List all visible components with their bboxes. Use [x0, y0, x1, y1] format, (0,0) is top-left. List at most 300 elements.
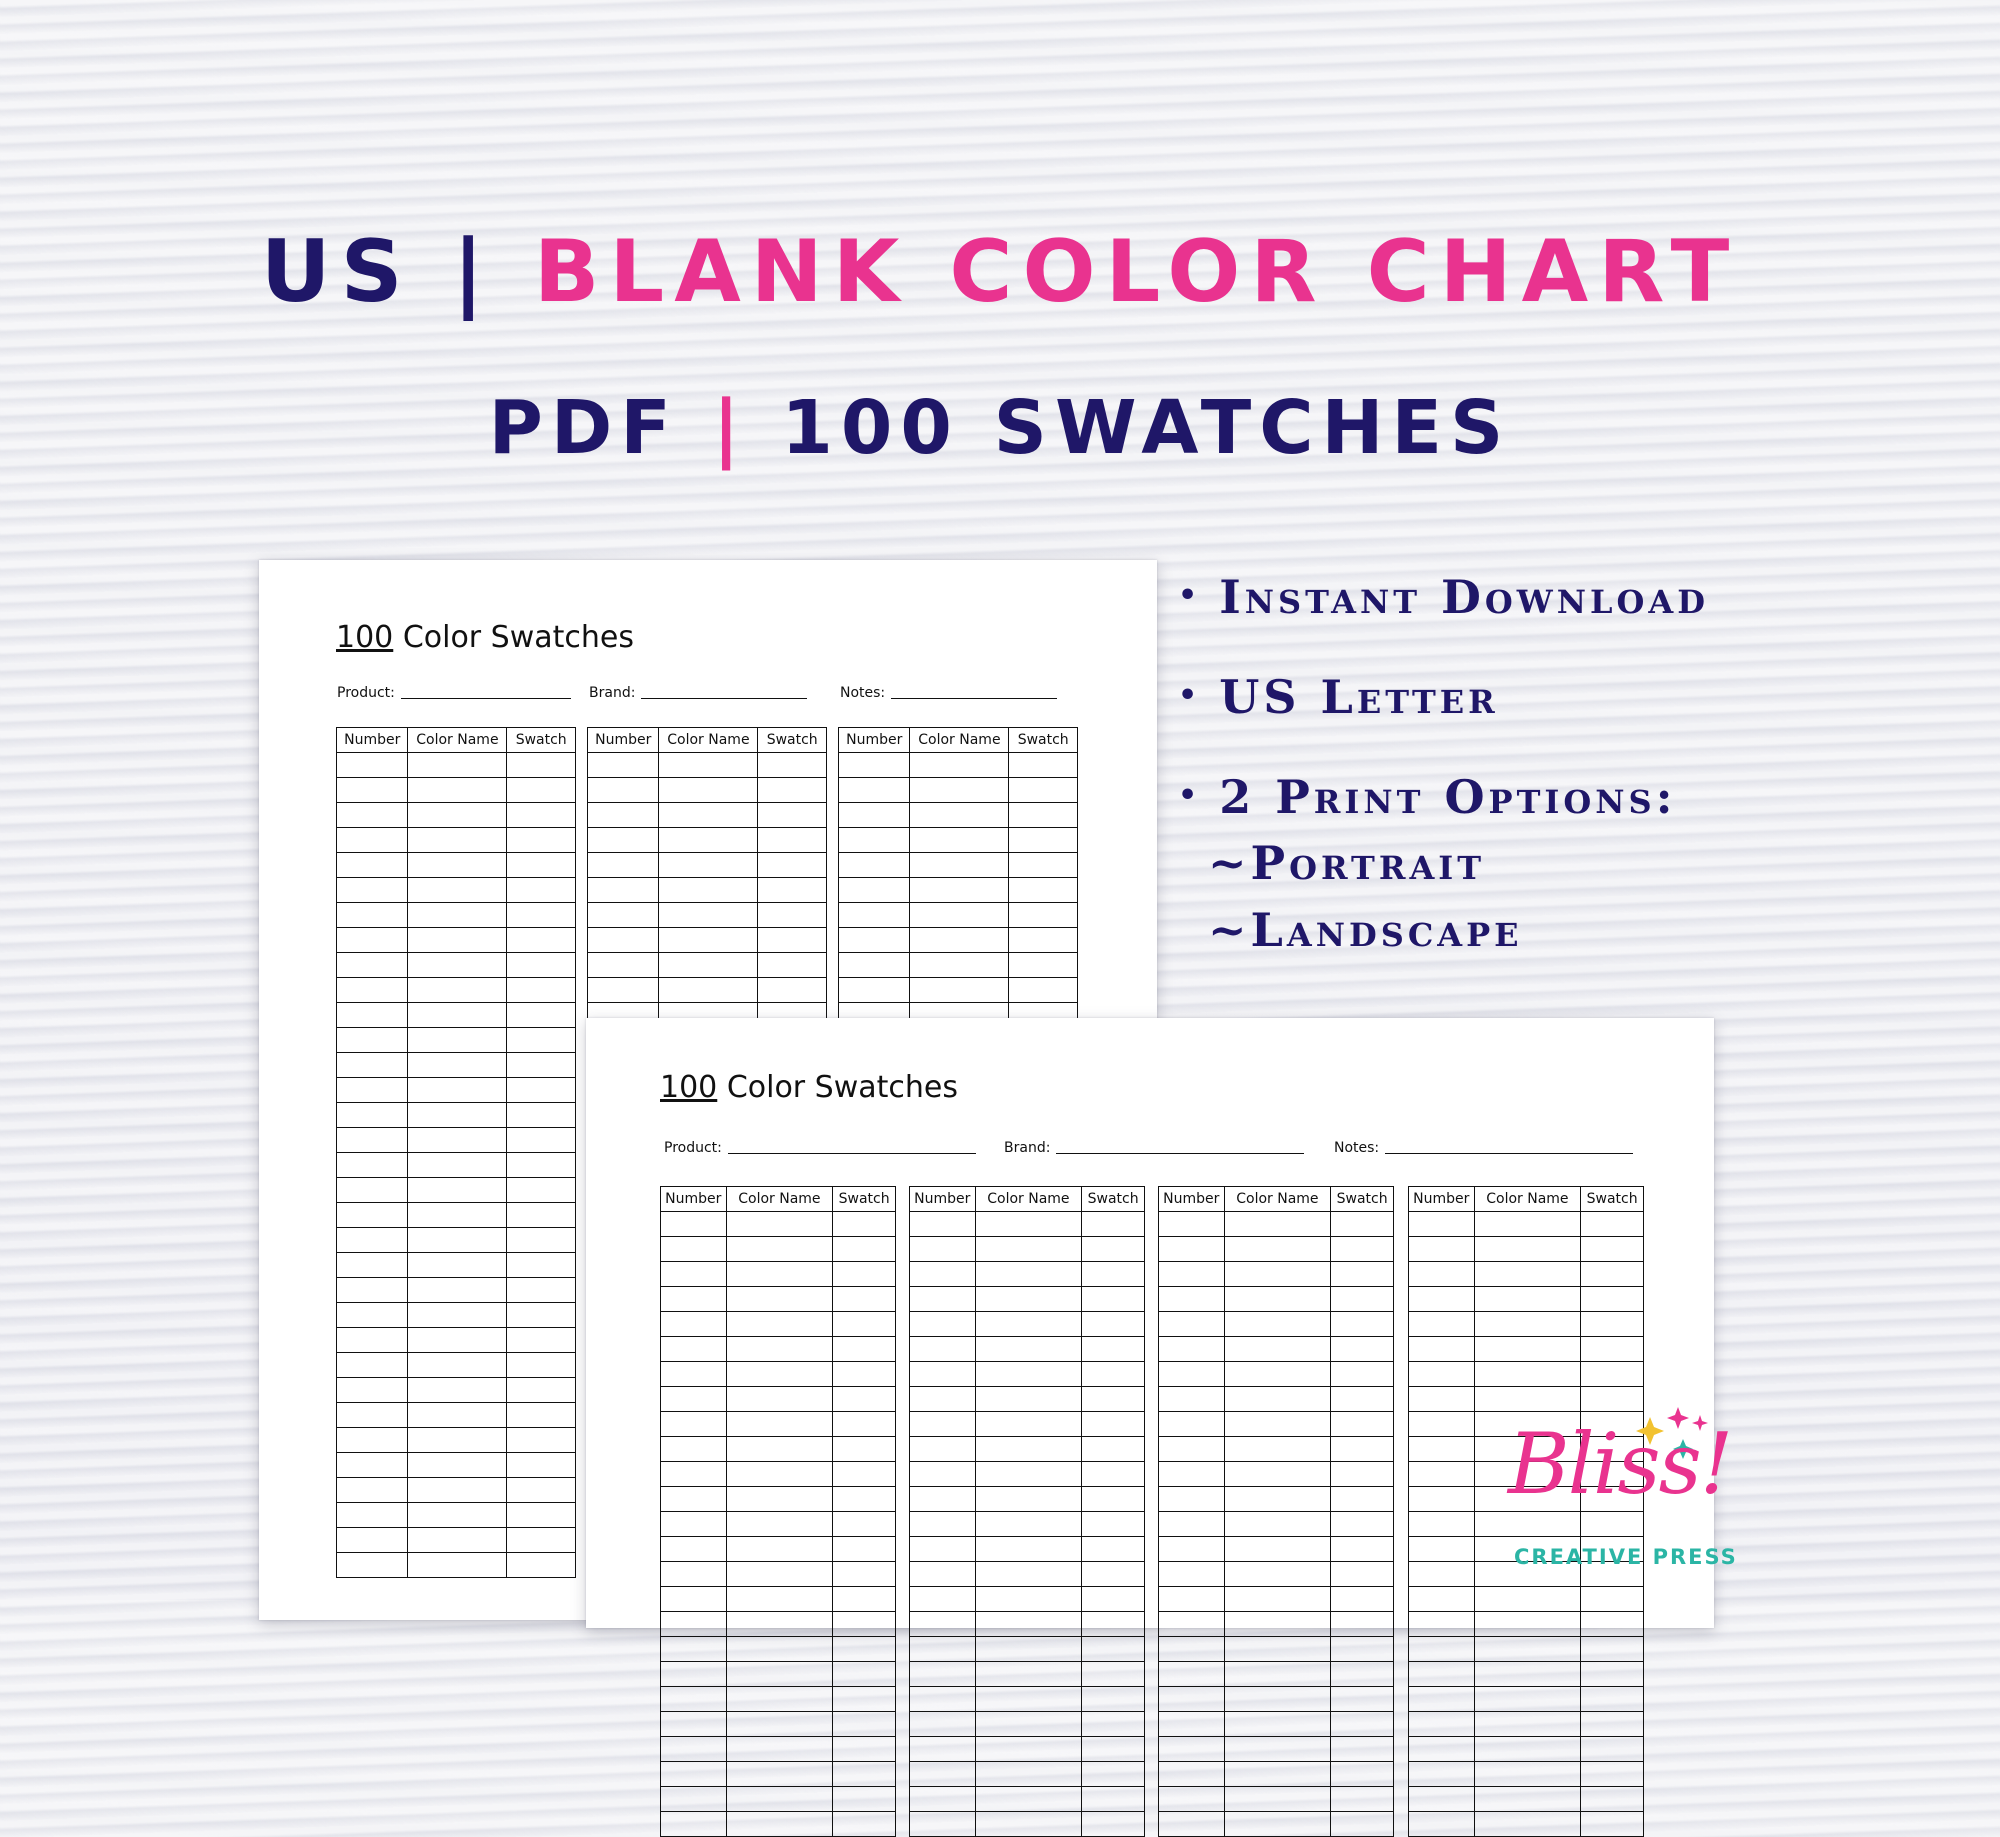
- sheet-title: 100 Color Swatches: [660, 1070, 958, 1105]
- table-cell: [1409, 1737, 1475, 1762]
- table-cell: [661, 1687, 727, 1712]
- table-cell: [661, 1737, 727, 1762]
- table-cell: [726, 1637, 833, 1662]
- table-cell: [975, 1337, 1082, 1362]
- table-row: [1159, 1387, 1394, 1412]
- table-row: [588, 878, 827, 903]
- headline-line-1: [0, 222, 2000, 322]
- table-cell: [1331, 1562, 1394, 1587]
- table-cell: [661, 1762, 727, 1787]
- table-cell: [661, 1412, 727, 1437]
- table-cell: [1159, 1212, 1225, 1237]
- table-cell: [408, 1003, 507, 1028]
- notes-field[interactable]: Notes:: [1334, 1140, 1633, 1156]
- table-cell: [1159, 1637, 1225, 1662]
- table-row: [910, 1662, 1145, 1687]
- table-cell: [1159, 1562, 1225, 1587]
- table-cell: [1581, 1762, 1644, 1787]
- table-cell: [1082, 1337, 1145, 1362]
- table-cell: [1581, 1637, 1644, 1662]
- table-cell: [588, 928, 659, 953]
- table-cell: [726, 1512, 833, 1537]
- table-row: [661, 1612, 896, 1637]
- table-row: [1159, 1612, 1394, 1637]
- table-cell: [1474, 1612, 1581, 1637]
- table-cell: [507, 1453, 576, 1478]
- table-cell: [910, 1237, 976, 1262]
- table-row: [1409, 1312, 1644, 1337]
- table-cell: [1581, 1587, 1644, 1612]
- table-cell: [337, 1153, 408, 1178]
- table-cell: [337, 1478, 408, 1503]
- table-cell: [661, 1512, 727, 1537]
- table-cell: [408, 1503, 507, 1528]
- table-cell: [910, 1387, 976, 1412]
- table-cell: [507, 903, 576, 928]
- table-cell: [507, 1003, 576, 1028]
- table-row: [337, 1103, 576, 1128]
- table-cell: [408, 1528, 507, 1553]
- table-cell: [1331, 1687, 1394, 1712]
- table-cell: [1082, 1562, 1145, 1587]
- table-row: [1409, 1237, 1644, 1262]
- table-row: [337, 1478, 576, 1503]
- table-row: [1409, 1712, 1644, 1737]
- table-cell: [1224, 1437, 1331, 1462]
- table-cell: [839, 803, 910, 828]
- table-row: [1159, 1337, 1394, 1362]
- table-cell: [833, 1687, 896, 1712]
- table-cell: [1224, 1237, 1331, 1262]
- sheet-title: 100 Color Swatches: [336, 620, 634, 655]
- table-row: [337, 1428, 576, 1453]
- table-cell: [661, 1437, 727, 1462]
- table-cell: [726, 1387, 833, 1412]
- table-cell: [833, 1637, 896, 1662]
- table-cell: [1082, 1587, 1145, 1612]
- table-cell: [758, 953, 827, 978]
- table-cell: [726, 1437, 833, 1462]
- table-cell: [1224, 1287, 1331, 1312]
- table-cell: [507, 1228, 576, 1253]
- table-cell: [1082, 1712, 1145, 1737]
- table-row: [910, 1637, 1145, 1662]
- table-cell: [661, 1712, 727, 1737]
- table-cell: [507, 1428, 576, 1453]
- table-row: [661, 1362, 896, 1387]
- table-cell: [910, 853, 1009, 878]
- table-row: [910, 1312, 1145, 1337]
- table-cell: [507, 803, 576, 828]
- logo-tagline: CREATIVE PRESS: [1514, 1545, 1738, 1569]
- table-cell: [1331, 1312, 1394, 1337]
- table-row: [337, 1078, 576, 1103]
- table-row: [661, 1662, 896, 1687]
- table-cell: [833, 1337, 896, 1362]
- table-cell: [1082, 1612, 1145, 1637]
- table-cell: [1409, 1612, 1475, 1637]
- table-cell: [1009, 853, 1078, 878]
- table-cell: [758, 753, 827, 778]
- table-cell: [910, 1712, 976, 1737]
- table-row: [337, 1253, 576, 1278]
- table-cell: [1159, 1712, 1225, 1737]
- table-cell: [910, 878, 1009, 903]
- table-cell: [726, 1562, 833, 1587]
- table-cell: [910, 1337, 976, 1362]
- table-cell: [726, 1337, 833, 1362]
- feature-item: • Instant Download: [1178, 570, 1709, 624]
- table-row: [337, 828, 576, 853]
- table-cell: [910, 1737, 976, 1762]
- table-cell: [758, 828, 827, 853]
- table-cell: [975, 1387, 1082, 1412]
- table-cell: [910, 1687, 976, 1712]
- table-cell: [588, 753, 659, 778]
- table-cell: [833, 1612, 896, 1637]
- table-row: [910, 1712, 1145, 1737]
- table-cell: [1224, 1262, 1331, 1287]
- table-row: [337, 753, 576, 778]
- table-cell: [833, 1287, 896, 1312]
- table-cell: [661, 1612, 727, 1637]
- table-cell: [588, 853, 659, 878]
- table-row: [661, 1687, 896, 1712]
- table-cell: [408, 1103, 507, 1128]
- table-cell: [1409, 1762, 1475, 1787]
- table-cell: [661, 1262, 727, 1287]
- table-cell: [833, 1437, 896, 1462]
- table-cell: [507, 1053, 576, 1078]
- table-cell: [1409, 1712, 1475, 1737]
- table-cell: [408, 878, 507, 903]
- table-row: [839, 978, 1078, 1003]
- table-cell: [1082, 1487, 1145, 1512]
- table-row: [661, 1287, 896, 1312]
- table-row: [337, 1503, 576, 1528]
- table-cell: [1331, 1787, 1394, 1812]
- table-row: [1159, 1237, 1394, 1262]
- table-cell: [1082, 1287, 1145, 1312]
- table-cell: [910, 978, 1009, 1003]
- table-cell: [1581, 1237, 1644, 1262]
- table-row: [1409, 1262, 1644, 1287]
- table-row: [910, 1212, 1145, 1237]
- table-cell: [1331, 1637, 1394, 1662]
- table-cell: [726, 1787, 833, 1812]
- table-cell: [1409, 1512, 1475, 1537]
- table-cell: [1409, 1587, 1475, 1612]
- table-row: [1409, 1787, 1644, 1812]
- table-cell: [1082, 1312, 1145, 1337]
- table-row: [337, 1203, 576, 1228]
- table-cell: [1224, 1737, 1331, 1762]
- table-cell: [1581, 1787, 1644, 1812]
- table-cell: [1224, 1487, 1331, 1512]
- table-cell: [1224, 1812, 1331, 1837]
- table-cell: [975, 1287, 1082, 1312]
- table-cell: [1082, 1537, 1145, 1562]
- table-cell: [1082, 1437, 1145, 1462]
- table-cell: [337, 1428, 408, 1453]
- table-cell: [1409, 1312, 1475, 1337]
- table-row: [1159, 1712, 1394, 1737]
- table-cell: [1009, 903, 1078, 928]
- headline-100-swatches: 100 SWATCHES: [781, 385, 1512, 471]
- table-cell: [1331, 1512, 1394, 1537]
- table-cell: [975, 1412, 1082, 1437]
- table-cell: [1474, 1587, 1581, 1612]
- table-cell: [833, 1512, 896, 1537]
- table-cell: [758, 803, 827, 828]
- table-row: [1159, 1487, 1394, 1512]
- table-cell: [408, 1553, 507, 1578]
- table-cell: [337, 1178, 408, 1203]
- table-row: [337, 1378, 576, 1403]
- table-cell: [337, 1328, 408, 1353]
- table-cell: [408, 1453, 507, 1478]
- table-cell: [975, 1237, 1082, 1262]
- table-cell: [975, 1212, 1082, 1237]
- table-cell: [408, 1078, 507, 1103]
- table-row: [910, 1262, 1145, 1287]
- table-cell: [1224, 1337, 1331, 1362]
- table-cell: [408, 828, 507, 853]
- table-cell: [1159, 1287, 1225, 1312]
- swatch-table: Number Color Name Swatch: [838, 727, 1078, 1578]
- table-cell: [408, 1153, 507, 1178]
- table-row: [337, 803, 576, 828]
- table-cell: [1474, 1312, 1581, 1337]
- table-cell: [1082, 1662, 1145, 1687]
- table-cell: [337, 1028, 408, 1053]
- brand-field[interactable]: Brand:: [589, 685, 807, 701]
- table-cell: [661, 1487, 727, 1512]
- table-cell: [910, 1587, 976, 1612]
- table-row: [839, 753, 1078, 778]
- table-cell: [337, 828, 408, 853]
- table-cell: [659, 878, 758, 903]
- table-row: [1409, 1812, 1644, 1837]
- table-row: [839, 953, 1078, 978]
- product-field[interactable]: Product:: [664, 1140, 976, 1156]
- table-cell: [833, 1412, 896, 1437]
- table-cell: [1409, 1637, 1475, 1662]
- table-cell: [659, 928, 758, 953]
- table-cell: [588, 878, 659, 903]
- table-cell: [1082, 1737, 1145, 1762]
- table-cell: [659, 778, 758, 803]
- table-cell: [661, 1237, 727, 1262]
- table-cell: [408, 1353, 507, 1378]
- table-cell: [507, 1303, 576, 1328]
- table-cell: [1159, 1537, 1225, 1562]
- table-cell: [1409, 1412, 1475, 1437]
- table-cell: [408, 1053, 507, 1078]
- table-cell: [833, 1387, 896, 1412]
- table-cell: [1159, 1512, 1225, 1537]
- table-cell: [337, 853, 408, 878]
- table-cell: [659, 853, 758, 878]
- table-cell: [408, 1128, 507, 1153]
- table-cell: [337, 928, 408, 953]
- table-row: [588, 853, 827, 878]
- table-cell: [1009, 953, 1078, 978]
- table-cell: [507, 1203, 576, 1228]
- feature-item: • 2 Print Options:: [1178, 770, 1677, 824]
- table-cell: [661, 1287, 727, 1312]
- table-cell: [507, 1553, 576, 1578]
- table-cell: [975, 1462, 1082, 1487]
- table-row: [661, 1387, 896, 1412]
- bliss-logo: [1500, 1405, 1750, 1575]
- table-row: [337, 1528, 576, 1553]
- table-cell: [408, 1203, 507, 1228]
- table-cell: [833, 1537, 896, 1562]
- table-row: [910, 1812, 1145, 1837]
- table-cell: [588, 803, 659, 828]
- table-cell: [910, 1512, 976, 1537]
- swatch-table: Number Color Name Swatch: [1158, 1186, 1394, 1837]
- table-cell: [910, 1287, 976, 1312]
- table-cell: [337, 803, 408, 828]
- table-cell: [975, 1687, 1082, 1712]
- table-cell: [1159, 1737, 1225, 1762]
- swatch-table: Number Color Name Swatch: [587, 727, 827, 1578]
- table-cell: [507, 1403, 576, 1428]
- table-cell: [507, 1278, 576, 1303]
- table-cell: [1581, 1212, 1644, 1237]
- table-cell: [337, 1278, 408, 1303]
- table-cell: [726, 1687, 833, 1712]
- table-cell: [659, 803, 758, 828]
- table-row: [1409, 1687, 1644, 1712]
- table-cell: [910, 753, 1009, 778]
- table-row: [588, 953, 827, 978]
- table-cell: [408, 1478, 507, 1503]
- table-cell: [1474, 1687, 1581, 1712]
- table-cell: [337, 1553, 408, 1578]
- table-cell: [1009, 978, 1078, 1003]
- table-cell: [975, 1637, 1082, 1662]
- table-row: [661, 1512, 896, 1537]
- table-cell: [337, 1353, 408, 1378]
- table-cell: [910, 1312, 976, 1337]
- table-cell: [408, 1178, 507, 1203]
- table-cell: [726, 1287, 833, 1312]
- table-row: [839, 828, 1078, 853]
- table-cell: [726, 1712, 833, 1737]
- table-row: [661, 1787, 896, 1812]
- table-cell: [726, 1462, 833, 1487]
- table-cell: [833, 1212, 896, 1237]
- table-cell: [839, 878, 910, 903]
- table-row: [661, 1587, 896, 1612]
- table-row: [1409, 1612, 1644, 1637]
- table-cell: [910, 1212, 976, 1237]
- table-cell: [833, 1312, 896, 1337]
- table-cell: [833, 1812, 896, 1837]
- table-cell: [975, 1537, 1082, 1562]
- bullet-icon: •: [1178, 778, 1202, 813]
- product-field[interactable]: Product:: [337, 685, 571, 701]
- table-row: [588, 753, 827, 778]
- table-cell: [337, 753, 408, 778]
- table-cell: [1159, 1262, 1225, 1287]
- table-cell: [1331, 1537, 1394, 1562]
- swatch-table: Number Color Name Swatch: [660, 1186, 896, 1837]
- table-cell: [758, 978, 827, 1003]
- table-row: [1159, 1287, 1394, 1312]
- table-row: [1409, 1637, 1644, 1662]
- table-cell: [1331, 1762, 1394, 1787]
- table-cell: [1581, 1812, 1644, 1837]
- table-cell: [507, 1328, 576, 1353]
- table-row: [661, 1762, 896, 1787]
- table-cell: [975, 1787, 1082, 1812]
- table-cell: [408, 953, 507, 978]
- table-cell: [408, 1303, 507, 1328]
- table-cell: [1409, 1337, 1475, 1362]
- table-cell: [1409, 1537, 1475, 1562]
- table-cell: [1474, 1787, 1581, 1812]
- table-cell: [833, 1662, 896, 1687]
- table-cell: [839, 828, 910, 853]
- table-cell: [1224, 1412, 1331, 1437]
- table-row: [661, 1637, 896, 1662]
- table-cell: [337, 978, 408, 1003]
- brand-field[interactable]: Brand:: [1004, 1140, 1304, 1156]
- table-row: [1409, 1362, 1644, 1387]
- table-row: [910, 1287, 1145, 1312]
- table-cell: [507, 978, 576, 1003]
- table-cell: [1331, 1712, 1394, 1737]
- notes-field[interactable]: Notes:: [840, 685, 1057, 701]
- table-cell: [408, 1403, 507, 1428]
- table-cell: [507, 1028, 576, 1053]
- table-cell: [1082, 1412, 1145, 1437]
- table-cell: [1224, 1537, 1331, 1562]
- table-row: [661, 1237, 896, 1262]
- table-row: [839, 803, 1078, 828]
- table-cell: [910, 1412, 976, 1437]
- table-cell: [833, 1262, 896, 1287]
- table-cell: [975, 1737, 1082, 1762]
- table-row: [1409, 1337, 1644, 1362]
- table-cell: [910, 1812, 976, 1837]
- table-cell: [1159, 1587, 1225, 1612]
- table-cell: [1159, 1237, 1225, 1262]
- table-cell: [726, 1212, 833, 1237]
- table-cell: [1409, 1562, 1475, 1587]
- table-row: [337, 928, 576, 953]
- table-cell: [1082, 1762, 1145, 1787]
- table-cell: [910, 778, 1009, 803]
- table-row: [1159, 1587, 1394, 1612]
- table-cell: [839, 978, 910, 1003]
- table-cell: [839, 928, 910, 953]
- table-cell: [1224, 1312, 1331, 1337]
- table-cell: [659, 828, 758, 853]
- table-cell: [1474, 1737, 1581, 1762]
- table-cell: [1009, 928, 1078, 953]
- table-cell: [337, 953, 408, 978]
- table-cell: [1409, 1362, 1475, 1387]
- table-cell: [1159, 1312, 1225, 1337]
- table-cell: [726, 1362, 833, 1387]
- table-row: [910, 1562, 1145, 1587]
- table-cell: [910, 803, 1009, 828]
